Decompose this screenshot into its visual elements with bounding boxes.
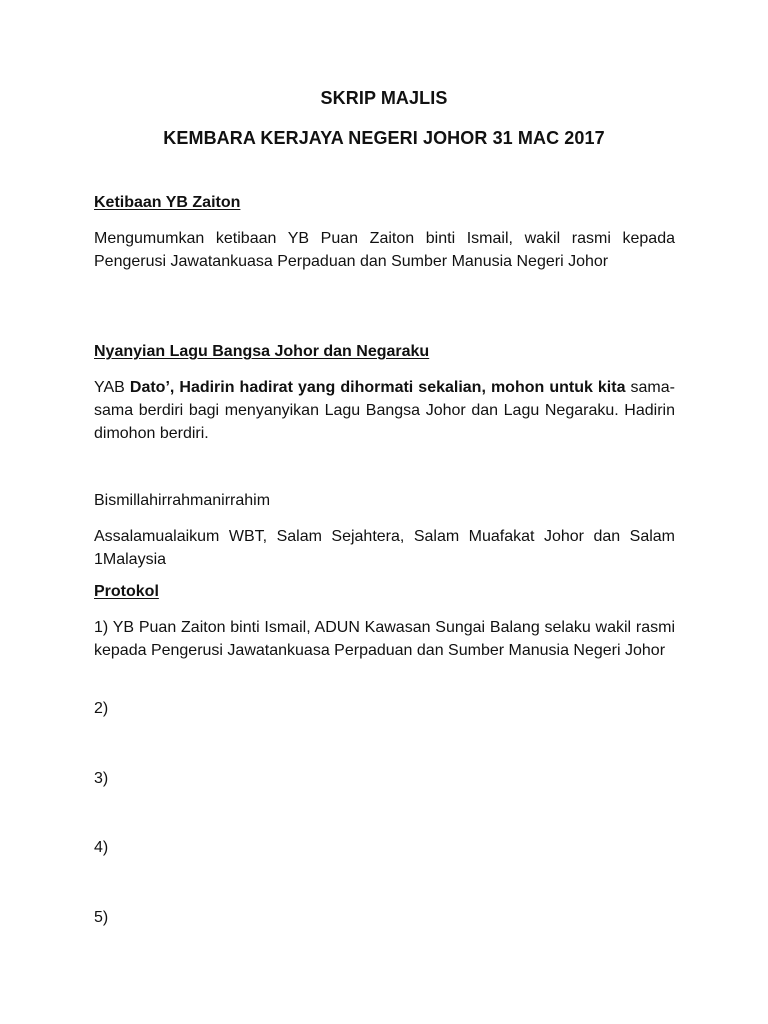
bismillah-line: Bismillahirrahmanirrahim bbox=[94, 492, 271, 509]
heading-ketibaan: Ketibaan YB Zaiton bbox=[94, 194, 241, 211]
paragraph-ketibaan: Mengumumkan ketibaan YB Puan Zaiton binti Ismail, wakil rasmi kepada Pengerusi Jawatankuasa Perpaduan dan Sumber Manusia Negeri Johor bbox=[94, 230, 675, 270]
document-title: SKRIP MAJLIS bbox=[320, 88, 448, 108]
heading-protokol: Protokol bbox=[94, 583, 159, 600]
protokol-item-1: 1) YB Puan Zaiton binti Ismail, ADUN Kawasan Sungai Balang selaku wakil rasmi kepada Pengerusi Jawatankuasa Perpaduan dan Sumber Manusia Negeri Johor bbox=[94, 619, 675, 659]
nyanyian-rest-text: sama-sama berdiri bagi menyanyikan Lagu Bangsa Johor dan Lagu Negaraku. Hadirin dimohon berdiri. bbox=[94, 379, 675, 442]
protokol-item-5: 5) bbox=[94, 909, 109, 926]
paragraph-salam: Assalamualaikum WBT, Salam Sejahtera, Salam Muafakat Johor dan Salam 1Malaysia bbox=[94, 528, 675, 568]
nyanyian-bold-text: Dato’, Hadirin hadirat yang dihormati sekalian, mohon untuk kita bbox=[129, 379, 626, 396]
heading-nyanyian: Nyanyian Lagu Bangsa Johor dan Negaraku bbox=[94, 343, 430, 360]
document-subtitle: KEMBARA KERJAYA NEGERI JOHOR 31 MAC 2017 bbox=[163, 128, 605, 148]
protokol-item-2: 2) bbox=[94, 700, 109, 717]
protokol-item-4: 4) bbox=[94, 839, 109, 856]
protokol-item-3: 3) bbox=[94, 770, 109, 787]
paragraph-nyanyian bbox=[94, 376, 675, 445]
nyanyian-prefix: YAB bbox=[94, 379, 130, 396]
